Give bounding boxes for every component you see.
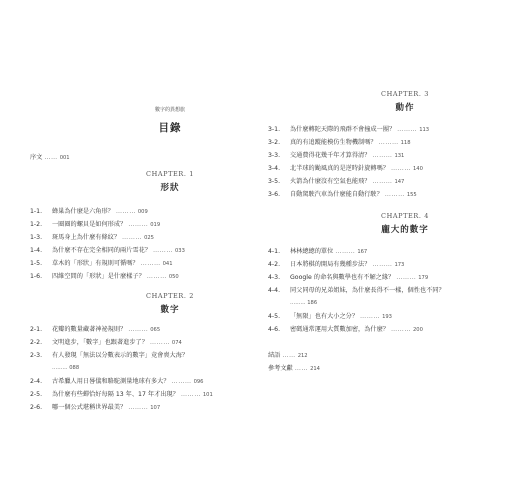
dot-leader: ………	[372, 178, 393, 185]
dot-leader: ………	[290, 300, 306, 306]
page-number: 118	[400, 140, 411, 146]
page-number: 147	[394, 179, 405, 185]
entry-title: 同父同母的兄弟姐妹，為什麼長得不一樣，個性也不同？	[290, 287, 445, 294]
entry-number: 4-3.	[268, 274, 281, 281]
dot-leader: ………	[396, 274, 417, 281]
entry-title: 斑馬身上為什麼有條紋？	[52, 234, 121, 241]
dot-leader: ………	[180, 391, 201, 398]
entry-title: 北半球的颱風真的是逆時針旋轉嗎？	[290, 165, 389, 172]
toc-entry	[30, 260, 173, 268]
page-number: 131	[394, 153, 405, 159]
entry-number: 3-2.	[268, 139, 281, 146]
toc-entry	[30, 378, 203, 386]
afterword-entry	[268, 352, 308, 360]
entry-title: 文明進步，「數字」也跟著進步了？	[52, 339, 148, 346]
entry-number: 3-3.	[268, 152, 281, 159]
entry-title: 密碼通常運用大質數加密，為什麼？	[290, 326, 389, 333]
toc-entry	[268, 248, 367, 256]
toc-entry	[30, 404, 160, 412]
chapter-heading	[125, 170, 215, 193]
dot-leader: ………	[140, 260, 161, 267]
page-number: 179	[418, 275, 429, 281]
toc-entry	[268, 139, 411, 147]
dot-leader: ………	[390, 326, 412, 333]
entry-title: 日本將棋的開局有幾種步法？	[290, 261, 371, 268]
page-number: 088	[69, 365, 80, 371]
entry-number: 1-6.	[30, 273, 43, 280]
toc-entry	[268, 178, 404, 186]
chapter-title: 動作	[395, 103, 415, 113]
page-number: 155	[406, 192, 417, 198]
page-number: 193	[382, 314, 392, 320]
entry-number: 1-1.	[30, 208, 43, 215]
chapter-title: 數字	[160, 305, 180, 315]
page-number: 113	[419, 127, 430, 133]
toc-entry	[30, 234, 154, 242]
dot-leader: ………	[372, 152, 393, 159]
dot-leader: ……	[294, 365, 309, 372]
page-number: 033	[175, 248, 185, 254]
entry-title: 真的有追蹤能模仿生物機制嗎？	[290, 139, 377, 146]
entry-title: 交通費得花幾千年才算得清？	[290, 152, 371, 159]
toc-entry	[30, 339, 182, 347]
dot-leader: ……	[44, 154, 58, 161]
toc-entry	[268, 126, 429, 134]
page-number: 050	[168, 274, 179, 280]
toc-entry	[268, 261, 404, 269]
dot-leader: ………	[128, 326, 149, 333]
afterword-text: 結語	[268, 352, 281, 359]
entry-title: 四維空間的「形狀」是什麼樣子？	[52, 273, 145, 280]
dot-leader: ………	[372, 261, 393, 268]
entry-title: 哪一個公式堪稱世界最美？	[52, 404, 127, 411]
toc-entry	[30, 247, 185, 255]
entry-title: 「無限」也有大小之分？	[290, 313, 359, 320]
entry-number: 1-3.	[30, 234, 43, 241]
toc-entry	[268, 274, 428, 282]
entry-title: 為什麼有些蟬恰好每隔 13 年、17 年才出現？	[52, 391, 179, 398]
toc-entry	[268, 313, 392, 321]
entry-number: 4-2.	[268, 261, 281, 268]
toc-title: 目錄	[158, 122, 182, 134]
entry-number: 3-1.	[268, 126, 281, 133]
dot-leader: ………	[128, 221, 149, 228]
page-number: 173	[394, 262, 405, 268]
entry-number: 4-1.	[268, 248, 281, 255]
dot-leader: ………	[115, 208, 136, 215]
entry-title: 自動駕駛汽車為什麼能自動行駛？	[290, 191, 383, 198]
preface-entry	[30, 154, 70, 162]
page-number: 200	[413, 327, 423, 333]
entry-title: 古希臘人用日晷儀和駱駝測量地球有多大？	[52, 378, 170, 385]
entry-number: 1-2.	[30, 221, 43, 228]
dot-leader: ………	[397, 126, 418, 133]
entry-number: 1-5.	[30, 260, 43, 267]
dot-leader: ………	[149, 339, 170, 346]
chapter-title: 形狀	[160, 183, 180, 193]
toc-entry-continuation	[290, 300, 317, 306]
dot-leader: ……	[282, 352, 296, 359]
chapter-label: CHAPTER. 3	[381, 90, 429, 98]
entry-title: 花瓣的數量藏著神祕規則？	[52, 326, 127, 333]
dot-leader: ………	[146, 273, 167, 280]
page-number: 096	[193, 379, 204, 385]
entry-number: 1-4.	[30, 247, 43, 254]
dot-leader: ………	[390, 165, 412, 172]
dot-leader: ………	[152, 247, 174, 254]
entry-number: 2-5.	[30, 391, 43, 398]
book-label: 數字的異想旅	[154, 107, 185, 113]
chapter-heading	[125, 292, 215, 315]
entry-number: 2-3.	[30, 352, 43, 359]
toc-entry-continuation	[52, 365, 79, 371]
page-number: 025	[144, 235, 154, 241]
entry-number: 4-4.	[268, 287, 281, 294]
entry-title: 為什麼轉陀天際的飛群不會撞成一團？	[290, 126, 396, 133]
entry-number: 2-2.	[30, 339, 43, 346]
chapter-title: 龐大的數字	[381, 225, 429, 235]
entry-number: 3-6.	[268, 191, 281, 198]
dot-leader: ………	[128, 404, 149, 411]
toc-entry	[30, 208, 148, 216]
page-number: 074	[171, 340, 182, 346]
toc-entry	[30, 326, 160, 334]
preface-text: 序文	[30, 154, 43, 161]
entry-number: 3-4.	[268, 165, 281, 172]
entry-number: 4-5.	[268, 313, 281, 320]
dot-leader: ………	[378, 139, 399, 146]
page-number: 107	[150, 405, 161, 411]
toc-entry	[268, 191, 417, 199]
entry-title: 火箭為什麼沒有空氣也能飛？	[290, 178, 371, 185]
dot-leader: ………	[384, 191, 405, 198]
chapter-label: CHAPTER. 2	[146, 292, 194, 300]
dot-leader: ………	[52, 365, 68, 371]
entry-title: 有人發現「無法以分數表示的數字」竟會喪大海？	[52, 352, 189, 359]
toc-entry	[30, 273, 179, 281]
page-number: 214	[310, 366, 320, 372]
entry-title: 一圈圈的螺貝是如何形成？	[52, 221, 127, 228]
toc-entry	[268, 165, 423, 173]
page-number: 019	[150, 222, 161, 228]
toc-entry	[268, 287, 445, 295]
page-number: 101	[202, 392, 213, 398]
entry-title: 林林總總的單位	[290, 248, 334, 255]
toc-entry	[268, 326, 423, 334]
toc-entry	[268, 152, 404, 160]
chapter-label: CHAPTER. 1	[146, 170, 194, 178]
page-number: 167	[357, 249, 368, 255]
page-number: 186	[307, 300, 318, 306]
entry-title: Google 的命名與數學也有不解之緣？	[290, 274, 395, 281]
page-number: 001	[59, 155, 70, 161]
entry-number: 2-6.	[30, 404, 43, 411]
dot-leader: ………	[122, 234, 143, 241]
page-number: 009	[137, 209, 148, 215]
page-number: 041	[162, 261, 173, 267]
dot-leader: ………	[171, 378, 192, 385]
page-number: 140	[413, 166, 423, 172]
entry-title: 草木的「形狀」有規則可循嗎？	[52, 260, 139, 267]
toc-entry	[30, 352, 188, 360]
entry-number: 2-4.	[30, 378, 43, 385]
dot-leader: ………	[360, 313, 381, 320]
entry-number: 4-6.	[268, 326, 281, 333]
page-number: 212	[297, 353, 308, 359]
entry-number: 2-1.	[30, 326, 43, 333]
references-text: 參考文獻	[268, 365, 293, 372]
entry-number: 3-5.	[268, 178, 281, 185]
toc-entry	[30, 221, 160, 229]
chapter-label: CHAPTER. 4	[381, 212, 429, 220]
entry-title: 蜂巢為什麼是六角形？	[52, 208, 114, 215]
page-number: 065	[150, 327, 161, 333]
chapter-heading	[360, 212, 450, 235]
references-entry	[268, 365, 320, 373]
entry-title: 為什麼不存在完全相同的兩片雪花？	[52, 247, 151, 254]
dot-leader: ………	[335, 248, 356, 255]
chapter-heading	[360, 90, 450, 113]
toc-entry	[30, 391, 213, 399]
